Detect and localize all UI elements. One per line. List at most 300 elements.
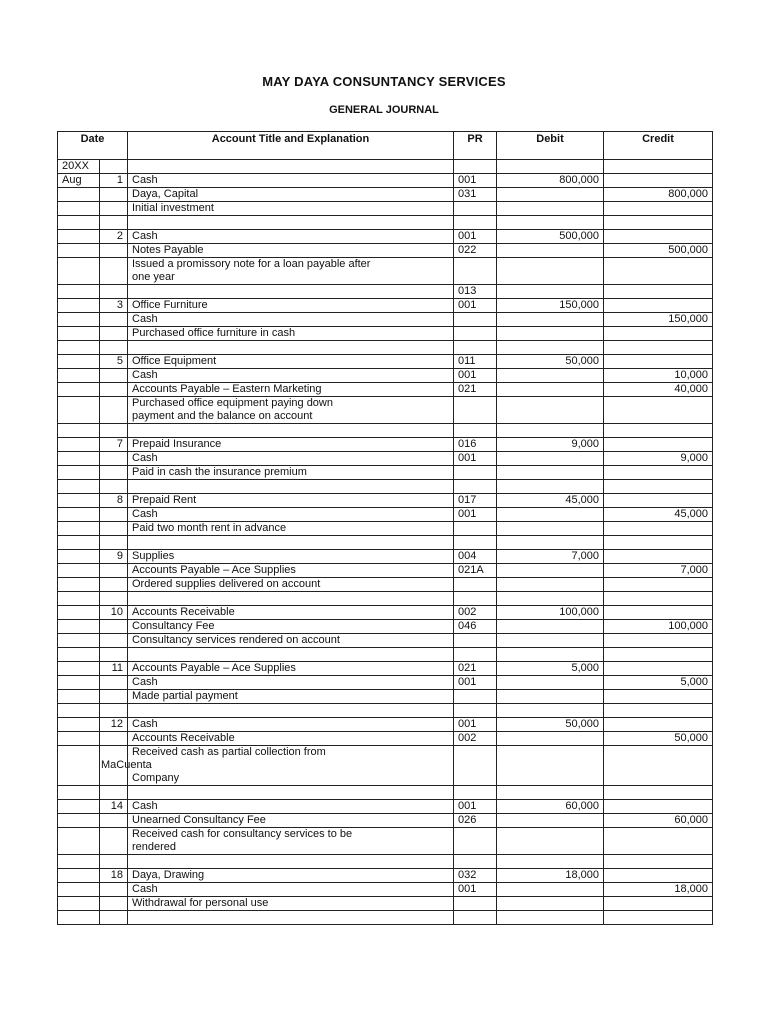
account-cell: Cash bbox=[128, 883, 454, 897]
table-row bbox=[58, 174, 713, 188]
explanation-line: payment and the balance on account bbox=[132, 410, 313, 422]
table-row bbox=[58, 718, 713, 732]
day-cell: 3 bbox=[100, 299, 128, 313]
account-cell: Cash bbox=[128, 508, 454, 522]
pr-cell: 001 bbox=[454, 230, 497, 244]
month-cell bbox=[58, 369, 100, 383]
account-cell: Withdrawal for personal use bbox=[128, 897, 454, 911]
account-cell bbox=[128, 704, 454, 718]
credit-cell: 100,000 bbox=[604, 620, 713, 634]
day-cell bbox=[100, 911, 128, 925]
credit-cell bbox=[604, 800, 713, 814]
debit-cell bbox=[497, 578, 604, 592]
credit-cell bbox=[604, 634, 713, 648]
header-account: Account Title and Explanation bbox=[128, 132, 454, 160]
day-cell bbox=[100, 578, 128, 592]
explanation-line: Received cash as partial collection from bbox=[132, 746, 326, 758]
month-cell bbox=[58, 424, 100, 438]
debit-cell bbox=[497, 452, 604, 466]
pr-cell: 001 bbox=[454, 800, 497, 814]
credit-cell: 40,000 bbox=[604, 383, 713, 397]
month-cell bbox=[58, 620, 100, 634]
credit-cell bbox=[604, 828, 713, 855]
credit-cell bbox=[604, 216, 713, 230]
account-cell: Consultancy Fee bbox=[128, 620, 454, 634]
month-cell bbox=[58, 746, 100, 786]
pr-cell: 021 bbox=[454, 662, 497, 676]
pr-cell: 001 bbox=[454, 718, 497, 732]
month-cell bbox=[58, 216, 100, 230]
account-cell bbox=[128, 258, 454, 285]
debit-cell bbox=[497, 383, 604, 397]
account-cell bbox=[101, 746, 454, 786]
credit-cell: 45,000 bbox=[604, 508, 713, 522]
month-cell bbox=[58, 869, 100, 883]
table-row bbox=[58, 662, 713, 676]
account-cell: Paid two month rent in advance bbox=[128, 522, 454, 536]
table-row bbox=[58, 814, 713, 828]
account-cell: Cash bbox=[128, 718, 454, 732]
table-row bbox=[58, 704, 713, 718]
table-row bbox=[58, 883, 713, 897]
day-cell bbox=[100, 522, 128, 536]
day-cell bbox=[100, 536, 128, 550]
pr-cell: 017 bbox=[454, 494, 497, 508]
debit-cell: 18,000 bbox=[497, 869, 604, 883]
month-cell bbox=[58, 327, 100, 341]
debit-cell: 100,000 bbox=[497, 606, 604, 620]
pr-cell: 021 bbox=[454, 383, 497, 397]
pr-cell bbox=[454, 216, 497, 230]
debit-cell: 500,000 bbox=[497, 230, 604, 244]
table-row bbox=[58, 536, 713, 550]
debit-cell bbox=[497, 911, 604, 925]
table-row bbox=[58, 383, 713, 397]
explanation-line: MaCuenta bbox=[101, 759, 152, 771]
day-cell bbox=[100, 397, 128, 424]
account-cell: Cash bbox=[128, 676, 454, 690]
table-row bbox=[58, 480, 713, 494]
day-cell: 11 bbox=[100, 662, 128, 676]
journal-body bbox=[58, 160, 713, 925]
account-cell: Cash bbox=[128, 452, 454, 466]
month-cell bbox=[58, 258, 100, 285]
month-cell bbox=[58, 855, 100, 869]
day-cell bbox=[100, 648, 128, 662]
table-row bbox=[58, 160, 713, 174]
day-cell bbox=[100, 508, 128, 522]
day-cell bbox=[100, 424, 128, 438]
credit-cell bbox=[604, 466, 713, 480]
table-row bbox=[58, 911, 713, 925]
debit-cell bbox=[497, 285, 604, 299]
table-row bbox=[58, 369, 713, 383]
debit-cell bbox=[497, 424, 604, 438]
day-cell bbox=[100, 828, 128, 855]
pr-cell bbox=[454, 397, 497, 424]
day-cell bbox=[100, 855, 128, 869]
explanation-line: one year bbox=[132, 271, 175, 283]
debit-cell bbox=[497, 536, 604, 550]
account-cell: Prepaid Rent bbox=[128, 494, 454, 508]
account-cell: Prepaid Insurance bbox=[128, 438, 454, 452]
debit-cell bbox=[497, 216, 604, 230]
month-cell bbox=[58, 662, 100, 676]
table-row bbox=[58, 299, 713, 313]
account-cell: Cash bbox=[128, 313, 454, 327]
month-cell bbox=[58, 438, 100, 452]
account-cell bbox=[128, 285, 454, 299]
account-cell: Ordered supplies delivered on account bbox=[128, 578, 454, 592]
month-cell bbox=[58, 828, 100, 855]
pr-cell bbox=[454, 704, 497, 718]
table-row bbox=[58, 341, 713, 355]
table-row bbox=[58, 355, 713, 369]
debit-cell bbox=[497, 786, 604, 800]
pr-cell bbox=[454, 202, 497, 216]
table-row bbox=[58, 258, 713, 285]
credit-cell bbox=[604, 160, 713, 174]
account-cell: Daya, Drawing bbox=[128, 869, 454, 883]
table-row bbox=[58, 230, 713, 244]
account-cell: Accounts Payable – Ace Supplies bbox=[128, 564, 454, 578]
pr-cell bbox=[454, 786, 497, 800]
table-row bbox=[58, 508, 713, 522]
table-row bbox=[58, 522, 713, 536]
day-cell bbox=[100, 634, 128, 648]
header-credit: Credit bbox=[604, 132, 713, 160]
debit-cell bbox=[497, 690, 604, 704]
day-cell bbox=[100, 383, 128, 397]
month-cell bbox=[58, 690, 100, 704]
account-cell: Initial investment bbox=[128, 202, 454, 216]
debit-cell bbox=[497, 188, 604, 202]
day-cell bbox=[100, 480, 128, 494]
debit-cell bbox=[497, 732, 604, 746]
pr-cell: 001 bbox=[454, 676, 497, 690]
account-cell bbox=[128, 855, 454, 869]
day-cell bbox=[100, 786, 128, 800]
pr-cell: 001 bbox=[454, 883, 497, 897]
credit-cell: 800,000 bbox=[604, 188, 713, 202]
table-row bbox=[58, 690, 713, 704]
month-cell bbox=[58, 732, 100, 746]
table-row bbox=[58, 550, 713, 564]
table-row bbox=[58, 648, 713, 662]
day-cell bbox=[100, 202, 128, 216]
pr-cell: 026 bbox=[454, 814, 497, 828]
account-cell: Office Furniture bbox=[128, 299, 454, 313]
credit-cell: 10,000 bbox=[604, 369, 713, 383]
pr-cell bbox=[454, 578, 497, 592]
table-row bbox=[58, 188, 713, 202]
table-row bbox=[58, 869, 713, 883]
pr-cell bbox=[454, 313, 497, 327]
table-row bbox=[58, 564, 713, 578]
credit-cell bbox=[604, 855, 713, 869]
day-cell: 9 bbox=[100, 550, 128, 564]
debit-cell bbox=[497, 620, 604, 634]
credit-cell bbox=[604, 704, 713, 718]
table-row bbox=[58, 202, 713, 216]
day-cell bbox=[100, 676, 128, 690]
credit-cell bbox=[604, 578, 713, 592]
debit-cell bbox=[497, 522, 604, 536]
account-cell: Daya, Capital bbox=[128, 188, 454, 202]
debit-cell: 9,000 bbox=[497, 438, 604, 452]
credit-cell: 60,000 bbox=[604, 814, 713, 828]
day-cell: 8 bbox=[100, 494, 128, 508]
debit-cell bbox=[497, 244, 604, 258]
pr-cell bbox=[454, 828, 497, 855]
day-cell: 1 bbox=[100, 174, 128, 188]
account-cell: Cash bbox=[128, 369, 454, 383]
pr-cell: 021A bbox=[454, 564, 497, 578]
month-cell bbox=[58, 383, 100, 397]
month-cell bbox=[58, 786, 100, 800]
credit-cell bbox=[604, 550, 713, 564]
table-row bbox=[58, 397, 713, 424]
debit-cell bbox=[497, 564, 604, 578]
month-cell bbox=[58, 188, 100, 202]
debit-cell: 5,000 bbox=[497, 662, 604, 676]
table-row bbox=[58, 578, 713, 592]
month-cell bbox=[58, 466, 100, 480]
month-cell bbox=[58, 676, 100, 690]
table-row bbox=[58, 452, 713, 466]
debit-cell bbox=[497, 397, 604, 424]
day-cell bbox=[100, 452, 128, 466]
debit-cell bbox=[497, 508, 604, 522]
table-row bbox=[58, 676, 713, 690]
account-cell bbox=[128, 536, 454, 550]
explanation-line: Purchased office equipment paying down bbox=[132, 397, 333, 409]
day-cell bbox=[100, 897, 128, 911]
pr-cell: 022 bbox=[454, 244, 497, 258]
credit-cell bbox=[604, 897, 713, 911]
account-cell: Unearned Consultancy Fee bbox=[128, 814, 454, 828]
account-cell: Supplies bbox=[128, 550, 454, 564]
table-row bbox=[58, 786, 713, 800]
debit-cell bbox=[497, 634, 604, 648]
pr-cell: 011 bbox=[454, 355, 497, 369]
pr-cell: 004 bbox=[454, 550, 497, 564]
credit-cell bbox=[604, 522, 713, 536]
debit-cell bbox=[497, 855, 604, 869]
credit-cell bbox=[604, 648, 713, 662]
account-cell bbox=[128, 397, 454, 424]
debit-cell bbox=[497, 327, 604, 341]
account-cell: Cash bbox=[128, 800, 454, 814]
pr-cell bbox=[454, 746, 497, 786]
day-cell bbox=[100, 704, 128, 718]
table-row bbox=[58, 746, 713, 786]
table-row bbox=[58, 216, 713, 230]
pr-cell bbox=[454, 327, 497, 341]
account-cell: Office Equipment bbox=[128, 355, 454, 369]
debit-cell bbox=[497, 814, 604, 828]
day-cell: 12 bbox=[100, 718, 128, 732]
pr-cell bbox=[454, 341, 497, 355]
day-cell bbox=[100, 814, 128, 828]
month-cell bbox=[58, 480, 100, 494]
pr-cell: 016 bbox=[454, 438, 497, 452]
month-cell bbox=[58, 522, 100, 536]
month-cell bbox=[58, 494, 100, 508]
header-date: Date bbox=[58, 132, 128, 160]
pr-cell bbox=[454, 522, 497, 536]
debit-cell: 60,000 bbox=[497, 800, 604, 814]
credit-cell bbox=[604, 355, 713, 369]
pr-cell: 031 bbox=[454, 188, 497, 202]
month-cell bbox=[58, 508, 100, 522]
month-cell: Aug bbox=[58, 174, 100, 188]
table-row bbox=[58, 285, 713, 299]
day-cell bbox=[100, 258, 128, 285]
table-row bbox=[58, 466, 713, 480]
pr-cell: 001 bbox=[454, 508, 497, 522]
debit-cell: 50,000 bbox=[497, 355, 604, 369]
month-cell bbox=[58, 883, 100, 897]
header-pr: PR bbox=[454, 132, 497, 160]
credit-cell bbox=[604, 592, 713, 606]
credit-cell bbox=[604, 397, 713, 424]
explanation-line: Received cash for consultancy services to be bbox=[132, 828, 353, 840]
debit-cell: 45,000 bbox=[497, 494, 604, 508]
credit-cell: 18,000 bbox=[604, 883, 713, 897]
document-title: MAY DAYA CONSUNTANCY SERVICES bbox=[262, 74, 506, 89]
debit-cell bbox=[497, 746, 604, 786]
debit-cell bbox=[497, 160, 604, 174]
day-cell bbox=[100, 341, 128, 355]
account-cell bbox=[128, 160, 454, 174]
pr-cell bbox=[454, 258, 497, 285]
table-row bbox=[58, 620, 713, 634]
month-cell bbox=[58, 564, 100, 578]
account-cell: Consultancy services rendered on account bbox=[128, 634, 454, 648]
debit-cell: 800,000 bbox=[497, 174, 604, 188]
month-cell: 20XX bbox=[58, 160, 100, 174]
month-cell bbox=[58, 550, 100, 564]
pr-cell bbox=[454, 648, 497, 662]
month-cell bbox=[58, 606, 100, 620]
account-cell: Cash bbox=[128, 230, 454, 244]
account-cell: Accounts Payable – Eastern Marketing bbox=[128, 383, 454, 397]
general-journal-table bbox=[57, 131, 713, 925]
pr-cell bbox=[454, 897, 497, 911]
credit-cell bbox=[604, 299, 713, 313]
day-cell: 7 bbox=[100, 438, 128, 452]
table-row bbox=[58, 494, 713, 508]
pr-cell bbox=[454, 536, 497, 550]
document-subtitle: GENERAL JOURNAL bbox=[329, 104, 439, 116]
credit-cell: 150,000 bbox=[604, 313, 713, 327]
day-cell bbox=[100, 160, 128, 174]
pr-cell bbox=[454, 424, 497, 438]
day-cell bbox=[100, 620, 128, 634]
debit-cell bbox=[497, 341, 604, 355]
account-cell: Accounts Payable – Ace Supplies bbox=[128, 662, 454, 676]
table-row bbox=[58, 800, 713, 814]
table-row bbox=[58, 424, 713, 438]
month-cell bbox=[58, 578, 100, 592]
debit-cell bbox=[497, 480, 604, 494]
credit-cell bbox=[604, 327, 713, 341]
credit-cell bbox=[604, 202, 713, 216]
credit-cell bbox=[604, 285, 713, 299]
account-cell bbox=[128, 648, 454, 662]
debit-cell bbox=[497, 369, 604, 383]
day-cell bbox=[100, 592, 128, 606]
month-cell bbox=[58, 814, 100, 828]
day-cell bbox=[100, 327, 128, 341]
month-cell bbox=[58, 592, 100, 606]
table-row bbox=[58, 592, 713, 606]
debit-cell bbox=[497, 313, 604, 327]
account-cell: Cash bbox=[128, 174, 454, 188]
month-cell bbox=[58, 299, 100, 313]
account-cell: Made partial payment bbox=[128, 690, 454, 704]
credit-cell bbox=[604, 424, 713, 438]
credit-cell bbox=[604, 438, 713, 452]
credit-cell bbox=[604, 258, 713, 285]
pr-cell: 032 bbox=[454, 869, 497, 883]
account-cell bbox=[128, 828, 454, 855]
day-cell: 18 bbox=[100, 869, 128, 883]
month-cell bbox=[58, 452, 100, 466]
pr-cell: 002 bbox=[454, 732, 497, 746]
debit-cell bbox=[497, 828, 604, 855]
credit-cell: 500,000 bbox=[604, 244, 713, 258]
table-row bbox=[58, 606, 713, 620]
pr-cell: 001 bbox=[454, 299, 497, 313]
pr-cell bbox=[454, 592, 497, 606]
account-cell bbox=[128, 424, 454, 438]
pr-cell: 002 bbox=[454, 606, 497, 620]
credit-cell: 50,000 bbox=[604, 732, 713, 746]
credit-cell bbox=[604, 690, 713, 704]
day-cell bbox=[100, 732, 128, 746]
pr-cell: 001 bbox=[454, 174, 497, 188]
debit-cell bbox=[497, 466, 604, 480]
pr-cell: 001 bbox=[454, 452, 497, 466]
debit-cell bbox=[497, 592, 604, 606]
day-cell bbox=[100, 188, 128, 202]
credit-cell bbox=[604, 869, 713, 883]
debit-cell: 150,000 bbox=[497, 299, 604, 313]
header-debit: Debit bbox=[497, 132, 604, 160]
pr-cell bbox=[454, 855, 497, 869]
day-cell bbox=[100, 285, 128, 299]
debit-cell bbox=[497, 676, 604, 690]
debit-cell bbox=[497, 704, 604, 718]
day-cell: 14 bbox=[100, 800, 128, 814]
credit-cell bbox=[604, 718, 713, 732]
table-row bbox=[58, 244, 713, 258]
table-row bbox=[58, 828, 713, 855]
account-cell bbox=[128, 911, 454, 925]
month-cell bbox=[58, 897, 100, 911]
explanation-line: rendered bbox=[132, 841, 177, 853]
credit-cell bbox=[604, 341, 713, 355]
credit-cell bbox=[604, 494, 713, 508]
day-cell bbox=[100, 466, 128, 480]
explanation-line: Company bbox=[132, 772, 180, 784]
month-cell bbox=[58, 800, 100, 814]
explanation-line: Issued a promissory note for a loan payable after bbox=[132, 258, 371, 270]
pr-cell: 046 bbox=[454, 620, 497, 634]
month-cell bbox=[58, 704, 100, 718]
